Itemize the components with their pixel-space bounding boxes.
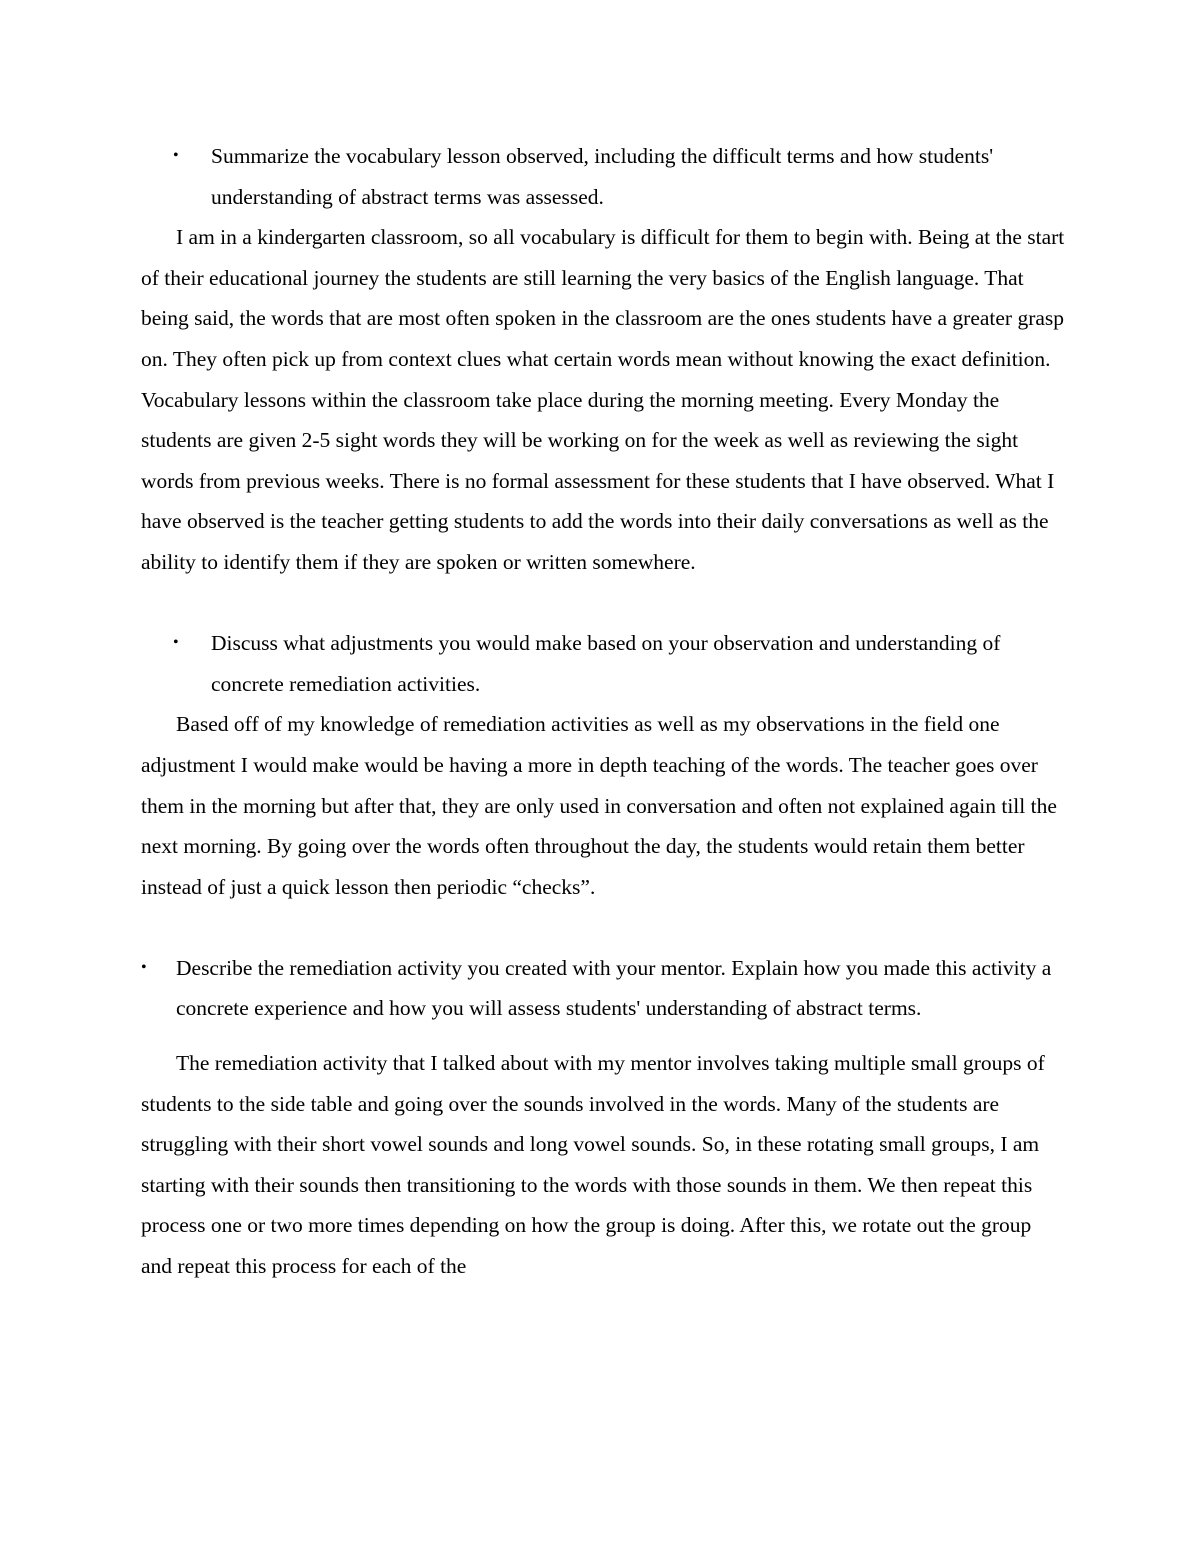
response-paragraph-1: I am in a kindergarten classroom, so all vocabulary is difficult for them to begin with. Being at the start of their educational journey the students are still learning the very basics of the English language. That being said, the words that are most often spoken in the classroom are the ones students have a greater grasp on. They often pick up from context clues what certain words mean without knowing the exact definition. Vocabulary lessons within the classroom take place during the morning meeting. Every Monday the students are given 2-5 sight words they will be working on for the week as well as reviewing the sight words from previous weeks. There is no formal assessment for these students that I have observed. What I have observed is the teacher getting students to add the words into their daily conversations as well as the ability to identify them if they are spoken or written somewhere. bbox=[141, 225, 1065, 574]
bullet-icon: • bbox=[141, 958, 147, 976]
spacer bbox=[141, 907, 1066, 948]
prompt-text: Describe the remediation activity you created with your mentor. Explain how you made this activity a concrete experience and how you will assess students' understanding of abstract terms. bbox=[176, 955, 1052, 1021]
response-paragraph-3: The remediation activity that I talked about with my mentor involves taking multiple small groups of students to the side table and going over the sounds involved in the words. Many of the students are struggling with their short vowel sounds and long vowel sounds. So, in these rotating small groups, I am starting with their sounds then transitioning to the words with those sounds in them. We then repeat this process one or two more times depending on how the group is doing. After this, we rotate out the group and repeat this process for each of the bbox=[141, 1051, 1045, 1279]
prompt-text: Discuss what adjustments you would make based on your observation and understanding of concrete remediation activities. bbox=[211, 631, 1001, 696]
bullet-icon: • bbox=[173, 147, 179, 164]
prompt-describe-remediation bbox=[141, 948, 1066, 1029]
spacer bbox=[141, 1029, 1066, 1043]
bullet-icon: • bbox=[173, 634, 179, 652]
document-body bbox=[141, 136, 1066, 1287]
prompt-summarize-vocabulary bbox=[141, 136, 1066, 217]
prompt-discuss-adjustments bbox=[141, 623, 1066, 704]
prompt-text: Summarize the vocabulary lesson observed, including the difficult terms and how students' understanding of abstract terms was assessed. bbox=[211, 144, 994, 209]
spacer bbox=[141, 583, 1066, 624]
response-paragraph-2: Based off of my knowledge of remediation activities as well as my observations in the field one adjustment I would make would be having a more in depth teaching of the words. The teacher goes over them in the morning but after that, they are only used in conversation and often not explained again till the next morning. By going over the words often throughout the day, the students would retain them better instead of just a quick lesson then periodic “checks”. bbox=[141, 712, 1057, 899]
